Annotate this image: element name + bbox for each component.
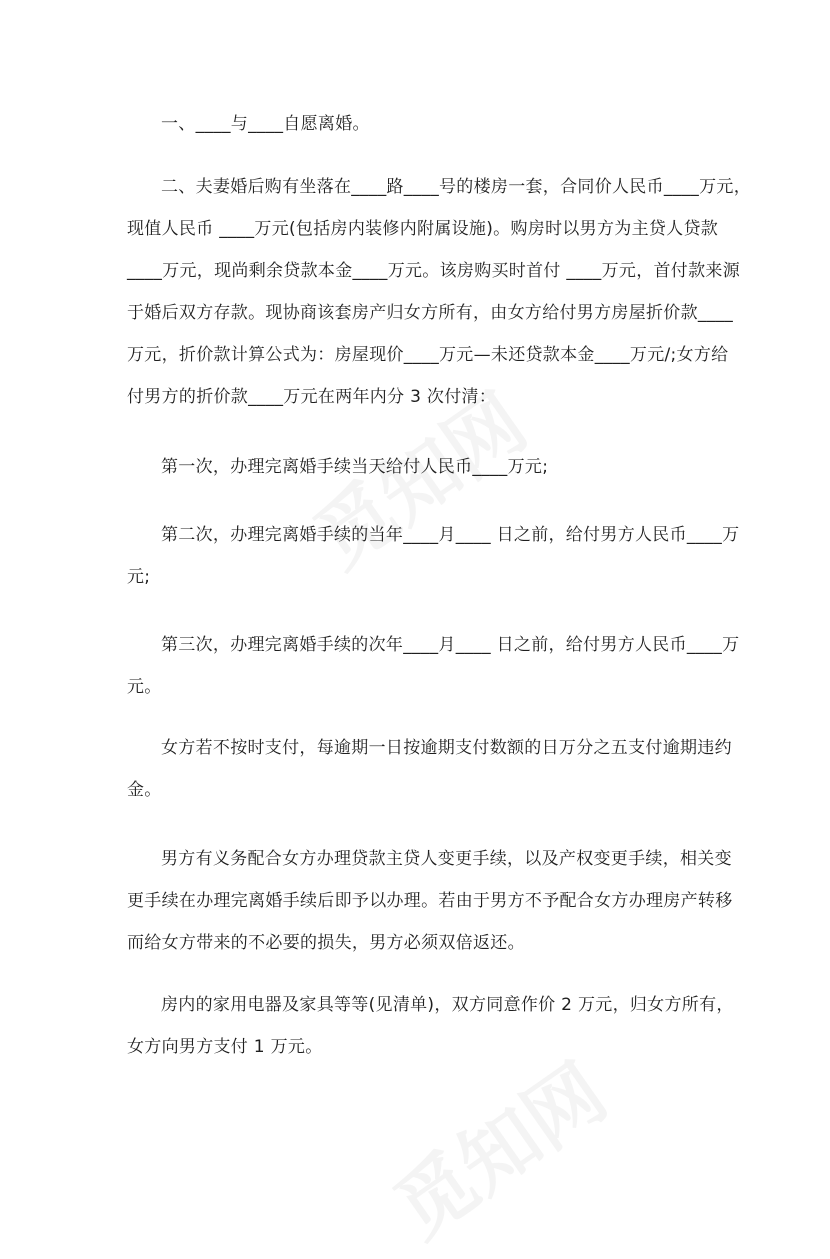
transfer-cooperation-line: 而给女方带来的不必要的损失，男方必须双倍返还。 xyxy=(127,933,525,953)
watermark-text-bottom xyxy=(369,1033,625,1259)
payment-second xyxy=(127,519,740,593)
item-two-line: 现值人民币 ____万元(包括房内装修内附属设施)。购房时以男方为主贷人贷款 xyxy=(127,219,719,239)
item-one-line: 一、____与____自愿离婚。 xyxy=(161,114,370,134)
transfer-cooperation xyxy=(127,843,733,959)
item-one xyxy=(127,108,707,140)
payment-third xyxy=(127,629,740,703)
household-appliances-line: 房内的家用电器及家具等等(见清单)，双方同意作价 2 万元，归女方所有， xyxy=(161,995,734,1015)
item-two-line: ____万元，现尚剩余贷款本金____万元。该房购买时首付 ____万元，首付款来源 xyxy=(127,261,741,281)
transfer-cooperation-line: 更手续在办理完离婚手续后即予以办理。若由于男方不予配合女方办理房产转移 xyxy=(127,891,733,911)
payment-first-line: 第一次，办理完离婚手续当天给付人民币____万元; xyxy=(161,457,549,477)
payment-third-line: 元。 xyxy=(127,677,162,697)
item-two-line: 于婚后双方存款。现协商该套房产归女方所有，由女方给付男方房屋折价款____ xyxy=(127,303,734,323)
item-two-line: 付男方的折价款____万元在两年内分 3 次付清： xyxy=(127,387,497,407)
payment-first xyxy=(127,451,707,483)
payment-second-line: 第二次，办理完离婚手续的当年____月____ 日之前，给付男方人民币____万 xyxy=(161,525,740,545)
late-penalty-line: 女方若不按时支付，每逾期一日按逾期支付数额的日万分之五支付逾期违约 xyxy=(161,738,732,758)
item-two-line: 二、夫妻婚后购有坐落在____路____号的楼房一套，合同价人民币____万元， xyxy=(161,177,751,197)
payment-second-line: 元; xyxy=(127,567,151,587)
item-two-line: 万元，折价款计算公式为：房屋现价____万元—未还贷款本金____万元/;女方给 xyxy=(127,345,729,365)
late-penalty-line: 金。 xyxy=(127,780,162,800)
late-penalty xyxy=(127,732,732,806)
payment-third-line: 第三次，办理完离婚手续的次年____月____ 日之前，给付男方人民币____万 xyxy=(161,635,740,655)
transfer-cooperation-line: 男方有义务配合女方办理贷款主贷人变更手续，以及产权变更手续，相关变 xyxy=(161,849,732,869)
item-two xyxy=(127,171,751,413)
household-appliances-line: 女方向男方支付 1 万元。 xyxy=(127,1037,323,1057)
household-appliances xyxy=(127,989,734,1063)
